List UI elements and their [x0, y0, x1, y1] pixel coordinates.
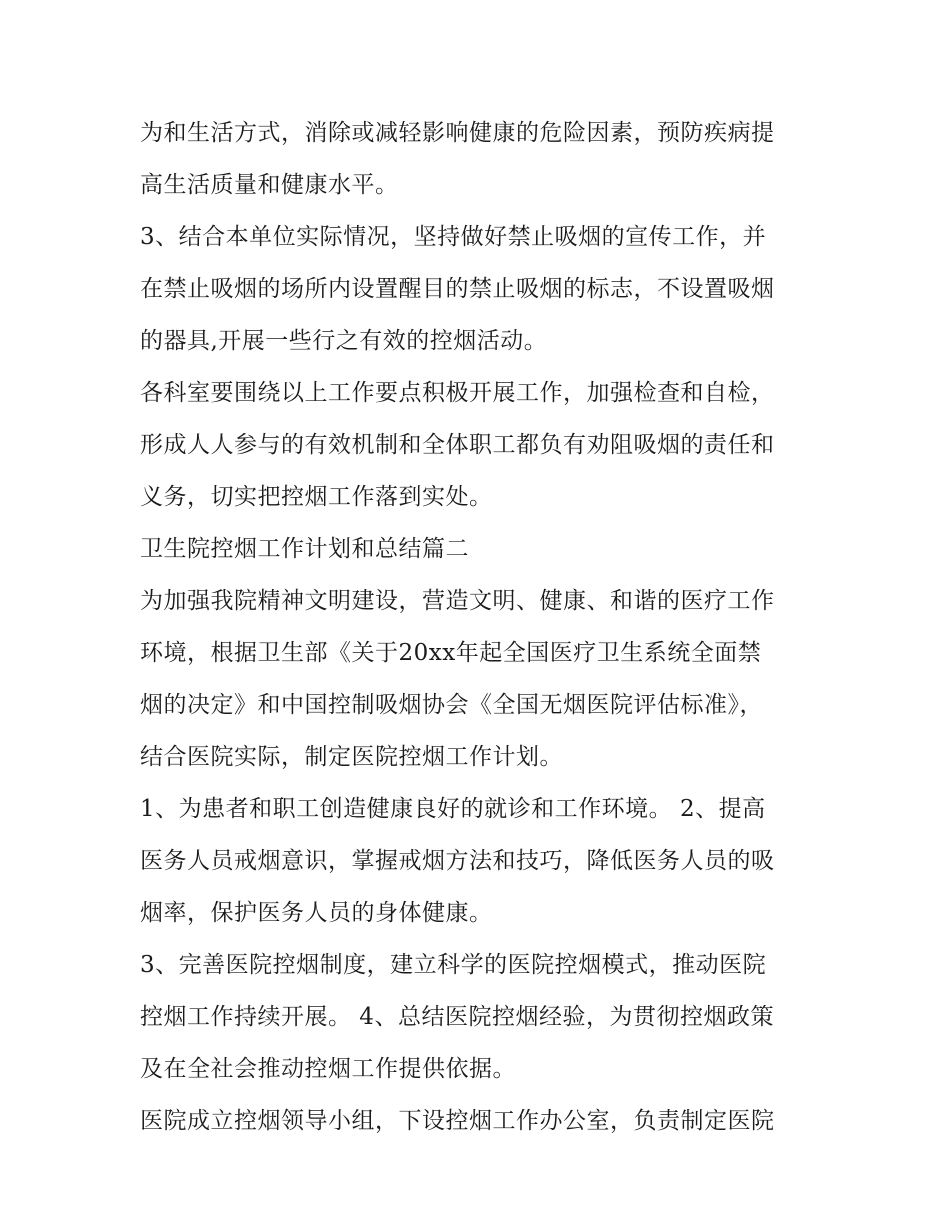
- paragraph-departments: [140, 367, 820, 523]
- document-page: [140, 107, 820, 1147]
- text-line: 医务人员戒烟意识，掌握戒烟方法和技巧，降低医务人员的吸: [140, 848, 775, 874]
- paragraph-goals-3-4: [140, 939, 820, 1095]
- paragraph-item-3-no-smoking: [140, 211, 820, 367]
- text-line: 及在全社会推动控烟工作提供依据。: [140, 1056, 516, 1082]
- text-line: 烟的决定》和中国控制吸烟协会《全国无烟医院评估标准》，: [140, 692, 763, 718]
- section-heading-text: 卫生院控烟工作计划和总结篇二: [140, 536, 469, 562]
- text-line: 3、完善医院控烟制度，建立科学的医院控烟模式，推动医院: [140, 952, 767, 978]
- text-line: 环境，根据卫生部《关于20xx年起全国医疗卫生系统全面禁: [140, 640, 762, 666]
- text-line: 义务，切实把控烟工作落到实处。: [140, 484, 493, 510]
- text-line: 烟率，保护医务人员的身体健康。: [140, 900, 493, 926]
- section-heading: [140, 523, 820, 575]
- text-line: 形成人人参与的有效机制和全体职工都负有劝阻吸烟的责任和: [140, 432, 775, 458]
- paragraph-lifestyle: [140, 107, 820, 211]
- text-line: 3、结合本单位实际情况，坚持做好禁止吸烟的宣传工作，并: [140, 224, 767, 250]
- paragraph-goals-1-2: [140, 783, 820, 939]
- text-line: 控烟工作持续开展。 4、总结医院控烟经验，为贯彻控烟政策: [140, 1004, 774, 1030]
- text-line: 在禁止吸烟的场所内设置醒目的禁止吸烟的标志，不设置吸烟: [140, 276, 775, 302]
- text-line: 为加强我院精神文明建设，营造文明、健康、和谐的医疗工作: [140, 588, 775, 614]
- paragraph-leadership-group: [140, 1095, 820, 1147]
- paragraph-intro: [140, 575, 820, 783]
- text-line: 为和生活方式，消除或减轻影响健康的危险因素，预防疾病提: [140, 120, 775, 146]
- text-line: 的器具,开展一些行之有效的控烟活动。: [140, 328, 548, 354]
- text-line: 医院成立控烟领导小组，下设控烟工作办公室，负责制定医院: [140, 1108, 775, 1134]
- text-line: 高生活质量和健康水平。: [140, 172, 399, 198]
- text-line: 1、为患者和职工创造健康良好的就诊和工作环境。 2、提高: [140, 796, 766, 822]
- text-line: 结合医院实际，制定医院控烟工作计划。: [140, 744, 563, 770]
- text-line: 各科室要围绕以上工作要点积极开展工作，加强检查和自检，: [140, 380, 775, 406]
